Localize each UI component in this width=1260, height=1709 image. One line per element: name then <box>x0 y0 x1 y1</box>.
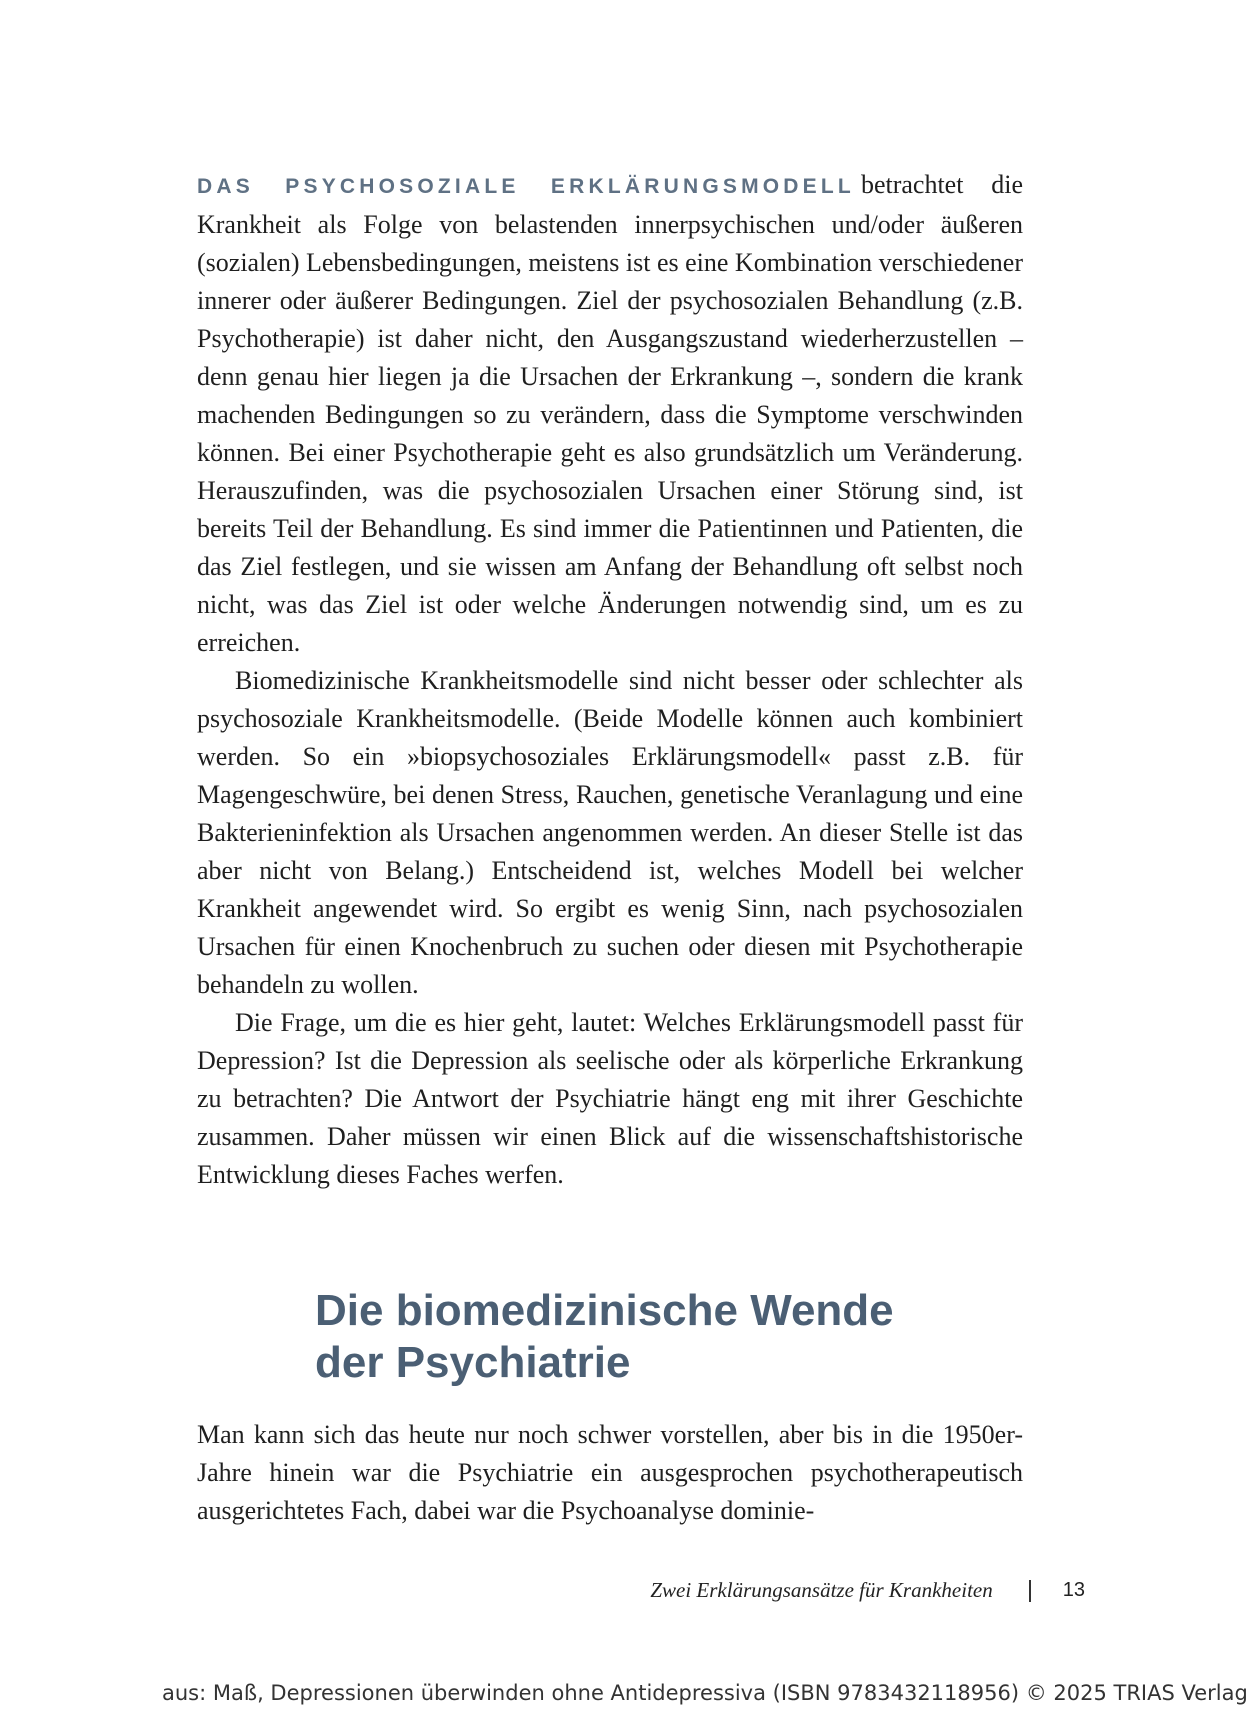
footer-divider <box>1029 1580 1031 1602</box>
lead-in-heading: DAS PSYCHOSOZIALE ERKLÄRUNGSMODELL <box>197 175 855 198</box>
paragraph: Die Frage, um die es hier geht, lautet: Welches Erklärungsmodell passt für Depression? Ist die Depression als seelische oder als körperliche Erkrankung zu betrachten? Die Antwort der Psychiatrie hängt eng mit ihrer Geschichte zusammen. Daher müssen wir einen Blick auf die wissenschaftshistorische Entwicklung dieses Faches werfen. <box>197 1008 1023 1189</box>
paragraph: Man kann sich das heute nur noch schwer vorstellen, aber bis in die 1950er-Jahre hinein war die Psychiatrie ein ausgesprochen psychotherapeutisch ausgerichtetes Fach, dabei war die Psychoanalyse dominie- <box>197 1420 1023 1525</box>
section-body-text <box>197 1416 1023 1530</box>
paragraph: Biomedizinische Krankheitsmodelle sind nicht besser oder schlechter als psychosoziale Krankheitsmodelle. (Beide Modelle können auch kombiniert werden. So ein »biopsychosoziales Erklärungsmodell« passt z.B. für Magengeschwüre, bei denen Stress, Rauchen, genetische Veranlagung und eine Bakterieninfektion als Ursachen angenommen werden. An dieser Stelle ist das aber nicht von Belang.) Entscheidend ist, welches Modell bei welcher Krankheit angewendet wird. So ergibt es wenig Sinn, nach psychosozialen Ursachen für einen Knochenbruch zu suchen oder diesen mit Psychotherapie behandeln zu wollen. <box>197 666 1023 999</box>
paragraph-text: betrachtet die Krankheit als Folge von belastenden innerpsychischen und/oder äußeren (sozialen) Lebensbedingungen, meistens ist es eine Kombination verschiedener innerer oder äußerer Bedingungen. Ziel der psychosozialen Behandlung (z.B. Psychotherapie) ist daher nicht, den Ausgangszustand wiederherzustellen – denn genau hier liegen ja die Ursachen der Erkrankung –, sondern die krank machenden Bedingungen so zu verändern, dass die Symptome verschwinden können. Bei einer Psychotherapie geht es also grundsätzlich um Veränderung. Herauszufinden, was die psychosozialen Ursachen einer Störung sind, ist bereits Teil der Behandlung. Es sind immer die Patientinnen und Patienten, die das Ziel festlegen, und sie wissen am Anfang der Behandlung oft selbst noch nicht, was das Ziel ist oder welche Änderungen notwendig sind, um es zu erreichen. <box>197 170 1023 657</box>
page-footer <box>650 1578 1085 1603</box>
section-body-text <box>197 166 1023 1194</box>
running-title: Zwei Erklärungsansätze für Krankheiten <box>650 1578 993 1602</box>
section-heading-line: Die biomedizinische Wende <box>315 1286 894 1335</box>
section-heading <box>315 1285 1015 1389</box>
section-heading-line: der Psychiatrie <box>315 1338 631 1387</box>
paragraph <box>197 166 1023 662</box>
source-attribution: aus: Maß, Depressionen überwinden ohne Antidepressiva (ISBN 9783432118956) © 2025 TRIAS Verlag <box>162 1681 1248 1705</box>
page-number: 13 <box>1062 1579 1085 1601</box>
